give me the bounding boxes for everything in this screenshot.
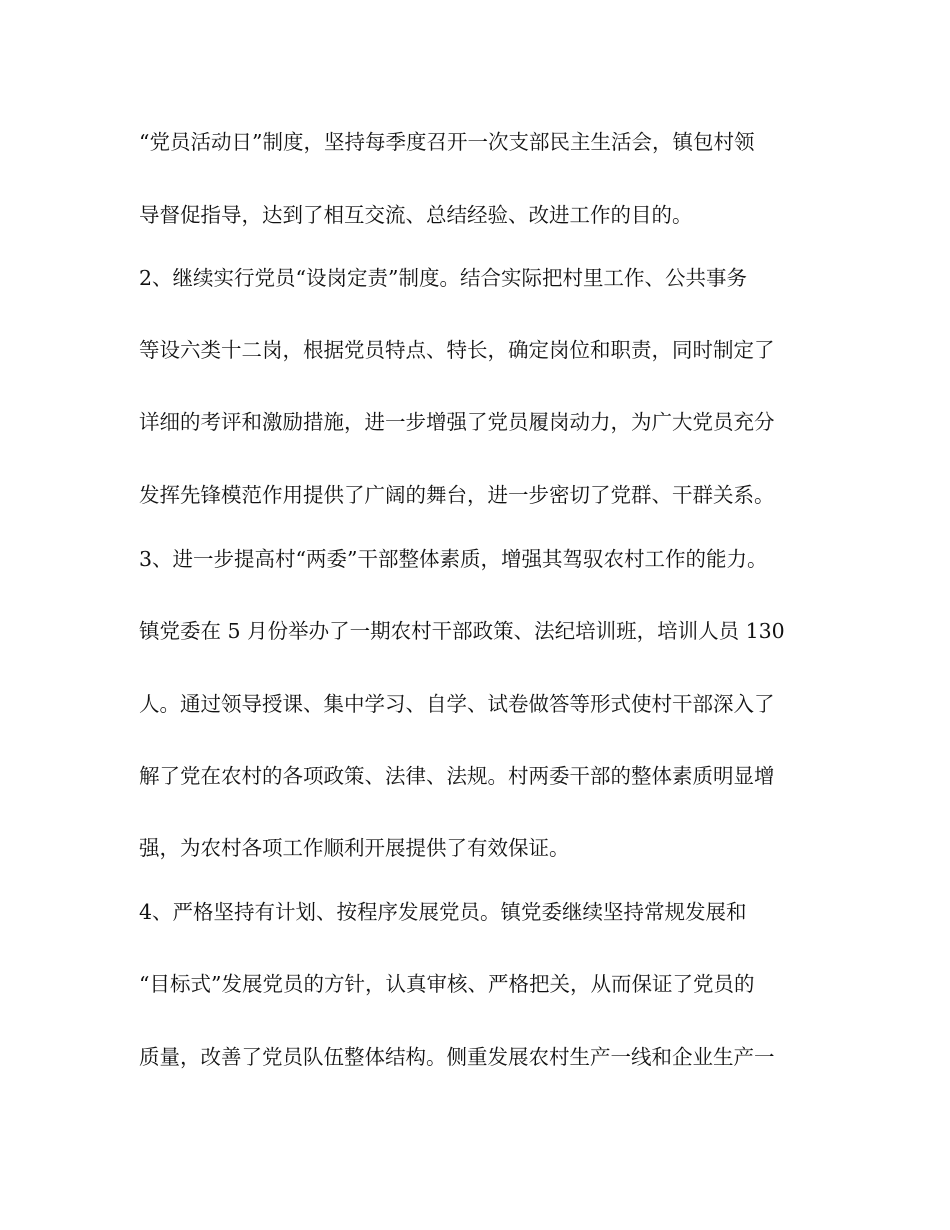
text-line: 镇党委在 5 月份举办了一期农村干部政策、法纪培训班，培训人员 130 (139, 619, 785, 643)
text-line: 质量，改善了党员队伍整体结构。侧重发展农村生产一线和企业生产一 (139, 1045, 775, 1069)
text-line: 3、进一步提高村“两委”干部整体素质，增强其驾驭农村工作的能力。 (139, 547, 768, 571)
text-line: “党员活动日”制度，坚持每季度召开一次支部民主生活会，镇包村领 (139, 130, 755, 154)
text-line: 4、严格坚持有计划、按程序发展党员。镇党委继续坚持常规发展和 (139, 900, 747, 924)
text-line: 发挥先锋模范作用提供了广阔的舞台，进一步密切了党群、干群关系。 (139, 483, 775, 507)
text-line: 人。通过领导授课、集中学习、自学、试卷做答等形式使村干部深入了 (139, 692, 775, 716)
text-line: 导督促指导，达到了相互交流、总结经验、改进工作的目的。 (139, 203, 693, 227)
text-line: “目标式”发展党员的方针，认真审核、严格把关，从而保证了党员的 (139, 972, 755, 996)
text-line: 详细的考评和激励措施，进一步增强了党员履岗动力，为广大党员充分 (139, 410, 775, 434)
text-line: 强，为农村各项工作顺利开展提供了有效保证。 (139, 836, 570, 860)
text-line: 2、继续实行党员“设岗定责”制度。结合实际把村里工作、公共事务 (139, 266, 748, 290)
text-line: 等设六类十二岗，根据党员特点、特长，确定岗位和职责，同时制定了 (139, 338, 775, 362)
text-line: 解了党在农村的各项政策、法律、法规。村两委干部的整体素质明显增 (139, 764, 775, 788)
